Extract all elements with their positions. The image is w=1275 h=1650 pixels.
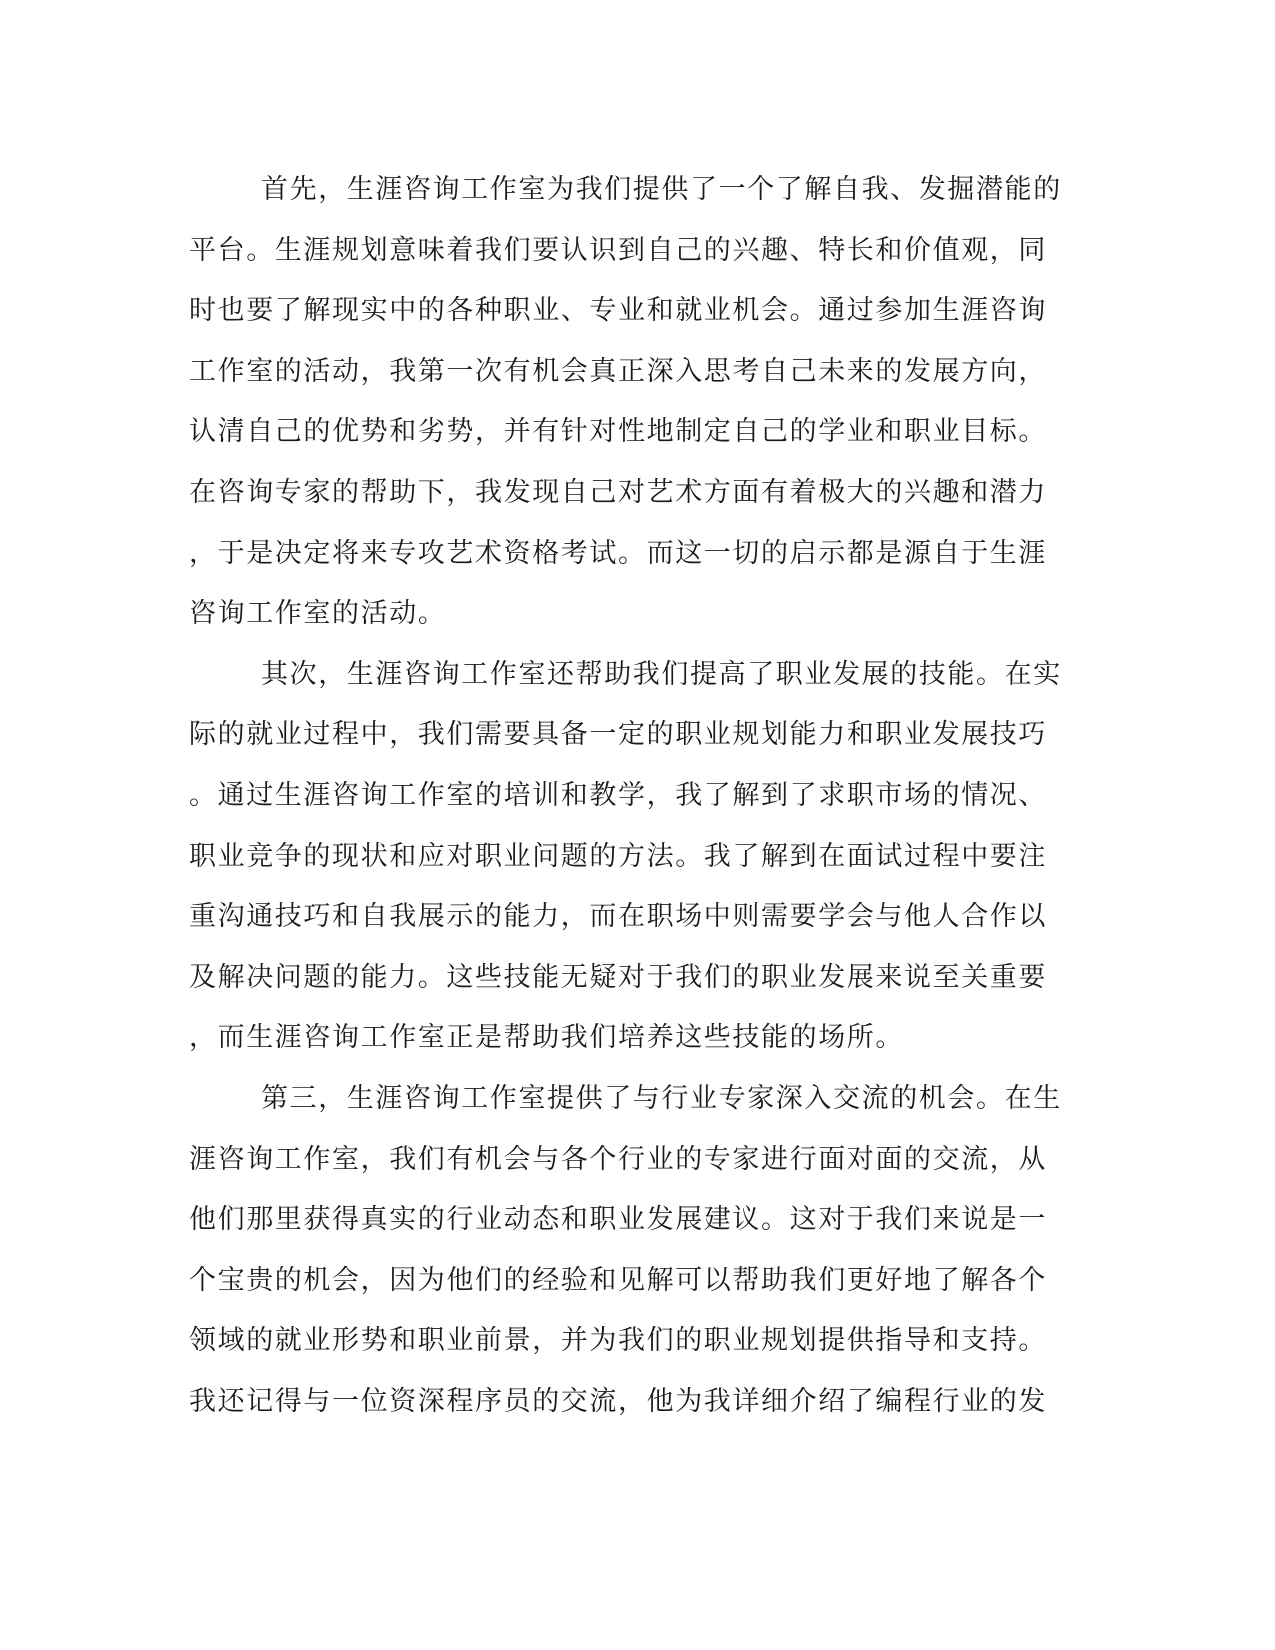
paragraph-line: 涯咨询工作室，我们有机会与各个行业的专家进行面对面的交流，从 [189, 1143, 1047, 1175]
paragraph-line: 平台。生涯规划意味着我们要认识到自己的兴趣、特长和价值观，同 [189, 234, 1047, 266]
paragraph-line: 际的就业过程中，我们需要具备一定的职业规划能力和职业发展技巧 [189, 719, 1047, 751]
paragraph-line: 我还记得与一位资深程序员的交流，他为我详细介绍了编程行业的发 [189, 1385, 1047, 1417]
paragraph-line: 首先，生涯咨询工作室为我们提供了一个了解自我、发掘潜能的 [261, 174, 1062, 205]
paragraph-line: 及解决问题的能力。这些技能无疑对于我们的职业发展来说至关重要 [189, 961, 1047, 993]
paragraph-line: 领域的就业形势和职业前景，并为我们的职业规划提供指导和支持。 [189, 1325, 1047, 1357]
paragraph-line: ，而生涯咨询工作室正是帮助我们培养这些技能的场所。 [189, 1022, 904, 1054]
paragraph-line: 时也要了解现实中的各种职业、专业和就业机会。通过参加生涯咨询 [189, 295, 1047, 327]
paragraph-line: 认清自己的优势和劣势，并有针对性地制定自己的学业和职业目标。 [189, 416, 1047, 448]
document-body [189, 160, 1089, 1432]
paragraph-line: 工作室的活动，我第一次有机会真正深入思考自己未来的发展方向， [189, 355, 1047, 387]
paragraph-line: 其次，生涯咨询工作室还帮助我们提高了职业发展的技能。在实 [261, 658, 1062, 690]
paragraph-line: 重沟通技巧和自我展示的能力，而在职场中则需要学会与他人合作以 [189, 901, 1047, 933]
paragraph-line: 个宝贵的机会，因为他们的经验和见解可以帮助我们更好地了解各个 [189, 1264, 1047, 1296]
paragraph-line: ，于是决定将来专攻艺术资格考试。而这一切的启示都是源自于生涯 [189, 537, 1047, 569]
paragraph-line: 职业竞争的现状和应对职业问题的方法。我了解到在面试过程中要注 [189, 840, 1047, 872]
paragraph-line: 第三，生涯咨询工作室提供了与行业专家深入交流的机会。在生 [261, 1082, 1062, 1114]
paragraph-line: 在咨询专家的帮助下，我发现自己对艺术方面有着极大的兴趣和潜力 [189, 476, 1047, 508]
paragraph-2 [189, 645, 1089, 1069]
paragraph-1 [189, 160, 1089, 645]
paragraph-3 [189, 1069, 1089, 1433]
paragraph-line: 他们那里获得真实的行业动态和职业发展建议。这对于我们来说是一 [189, 1204, 1047, 1236]
paragraph-line: 咨询工作室的活动。 [189, 598, 447, 630]
paragraph-line: 。通过生涯咨询工作室的培训和教学，我了解到了求职市场的情况、 [189, 779, 1047, 811]
